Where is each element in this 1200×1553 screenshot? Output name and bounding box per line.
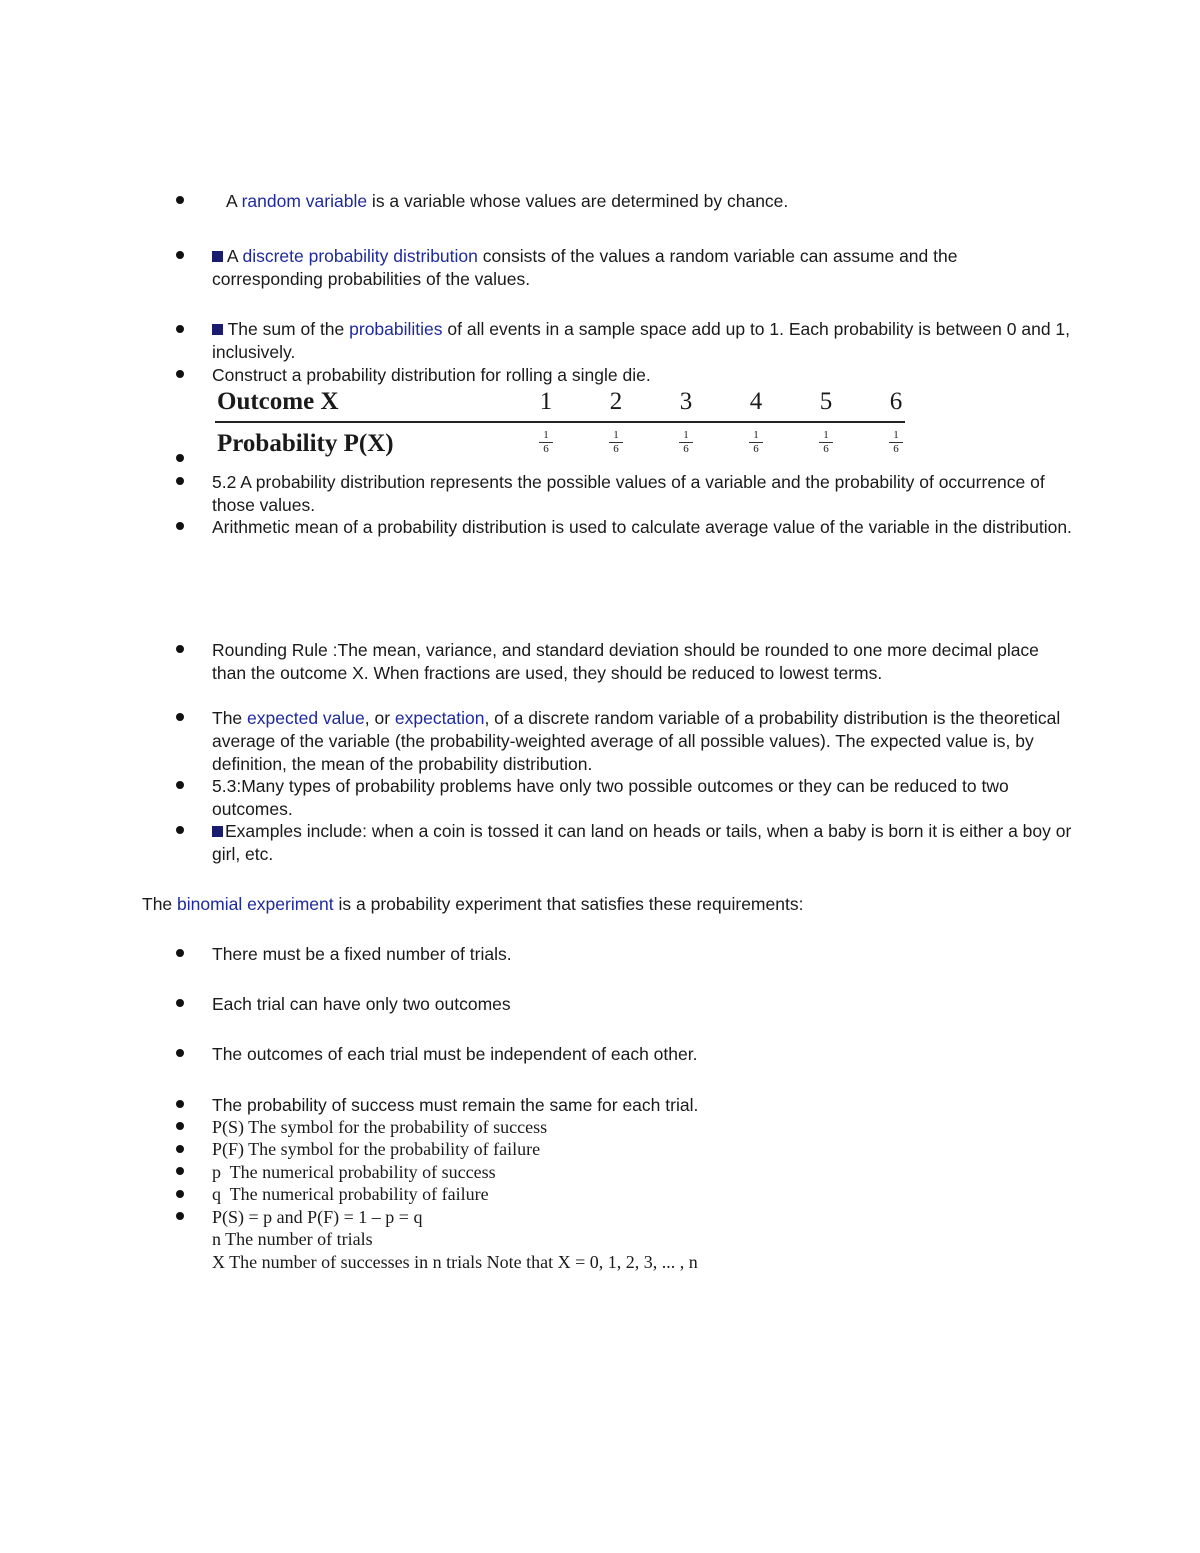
bullet-dot [176, 1190, 184, 1198]
table-outcome-label: Outcome X [217, 388, 339, 415]
square-bullet-icon [212, 251, 223, 262]
bullet-dot [176, 251, 184, 259]
bullet-rounding-rule: Rounding Rule :The mean, variance, and standard deviation should be rounded to one more decimal place than the outcome X. When fractions are used, they should be reduced to lowest terms. [212, 640, 1039, 683]
bullet-dot [176, 949, 184, 957]
bullet-dot [176, 713, 184, 721]
outcome-value: 3 [679, 388, 693, 415]
bullet-dot [176, 1100, 184, 1108]
bullet-examples: Examples include: when a coin is tossed it can land on heads or tails, when a baby is born it is either a boy or girl, etc. [212, 821, 1072, 864]
outcome-value: 1 [539, 388, 553, 415]
link-binomial-experiment[interactable]: binomial experiment [177, 894, 334, 914]
notation-item: p The numerical probability of success [212, 1162, 496, 1182]
bullet-construct-distribution: Construct a probability distribution for rolling a single die. [212, 365, 651, 385]
bullet-random-variable: A random variable is a variable whose values are determined by chance. [226, 191, 789, 211]
probability-fraction: 1 6 [606, 430, 626, 455]
table-probability-label: Probability P(X) [217, 430, 394, 457]
notation-item: P(S) = p and P(F) = 1 – p = q [212, 1207, 423, 1227]
bullet-dot [176, 522, 184, 530]
bullet-arithmetic-mean: Arithmetic mean of a probability distribution is used to calculate average value of the variable in the distribution. [212, 517, 1072, 537]
square-bullet-icon [212, 826, 223, 837]
probability-fraction: 1 6 [816, 430, 836, 455]
requirement-item: There must be a fixed number of trials. [212, 944, 512, 964]
notation-item: q The numerical probability of failure [212, 1184, 489, 1204]
bullet-sum-of-probabilities: The sum of the probabilities of all events in a sample space add up to 1. Each probability is between 0 and 1, inclusively. [212, 319, 1071, 362]
probability-fraction: 1 6 [886, 430, 906, 455]
outcome-value: 6 [889, 388, 903, 415]
link-expected-value[interactable]: expected value [247, 708, 365, 728]
bullet-dot [176, 781, 184, 789]
bullet-dot [176, 1167, 184, 1175]
probability-fraction: 1 6 [676, 430, 696, 455]
requirement-item: Each trial can have only two outcomes [212, 994, 511, 1014]
notation-item: P(F) The symbol for the probability of failure [212, 1139, 541, 1159]
binomial-intro-paragraph: The binomial experiment is a probability experiment that satisfies these requirements: [142, 894, 804, 914]
bullet-two-outcomes: 5.3:Many types of probability problems have only two possible outcomes or they can be reduced to two outcomes. [212, 776, 1009, 819]
link-random-variable[interactable]: random variable [241, 191, 368, 211]
outcome-value: 5 [819, 388, 833, 415]
bullet-dot [176, 645, 184, 653]
bullet-discrete-distribution: A discrete probability distribution consists of the values a random variable can assume and the corresponding probabilities of the values. [212, 246, 958, 289]
bullet-dot [176, 1145, 184, 1153]
bullet-dot [176, 999, 184, 1007]
link-probabilities[interactable]: probabilities [349, 319, 443, 339]
requirement-item: The probability of success must remain the same for each trial. [212, 1095, 699, 1115]
bullet-expected-value: The expected value, or expectation, of a discrete random variable of a probability distribution is the theoretical average of the variable (the probability-weighted average of all possible values). The expected value is, by definition, the mean of the probability distribution. [212, 708, 1061, 774]
link-expectation[interactable]: expectation [394, 708, 485, 728]
notation-extra-line: X The number of successes in n trials Note that X = 0, 1, 2, 3, ... , n [212, 1252, 698, 1272]
square-bullet-icon [212, 324, 223, 335]
bullet-dot [176, 196, 184, 204]
outcome-value: 2 [609, 388, 623, 415]
bullet-dot [176, 370, 184, 378]
bullet-dot [176, 1049, 184, 1057]
bullet-dot [176, 1122, 184, 1130]
bullet-dot [176, 1212, 184, 1220]
bullet-dot [176, 826, 184, 834]
probability-fraction: 1 6 [746, 430, 766, 455]
bullet-dot [176, 325, 184, 333]
table-rule [215, 421, 905, 423]
bullet-dot-empty [176, 454, 184, 462]
outcome-value: 4 [749, 388, 763, 415]
notation-extra-line: n The number of trials [212, 1229, 373, 1249]
notation-item: P(S) The symbol for the probability of success [212, 1117, 548, 1137]
bullet-probability-distribution-definition: 5.2 A probability distribution represents the possible values of a variable and the probability of occurrence of those values. [212, 472, 1045, 515]
requirement-item: The outcomes of each trial must be independent of each other. [212, 1044, 698, 1064]
probability-table [215, 388, 905, 462]
bullet-dot [176, 477, 184, 485]
link-discrete-probability-distribution[interactable]: discrete probability distribution [242, 246, 478, 266]
probability-fraction: 1 6 [536, 430, 556, 455]
